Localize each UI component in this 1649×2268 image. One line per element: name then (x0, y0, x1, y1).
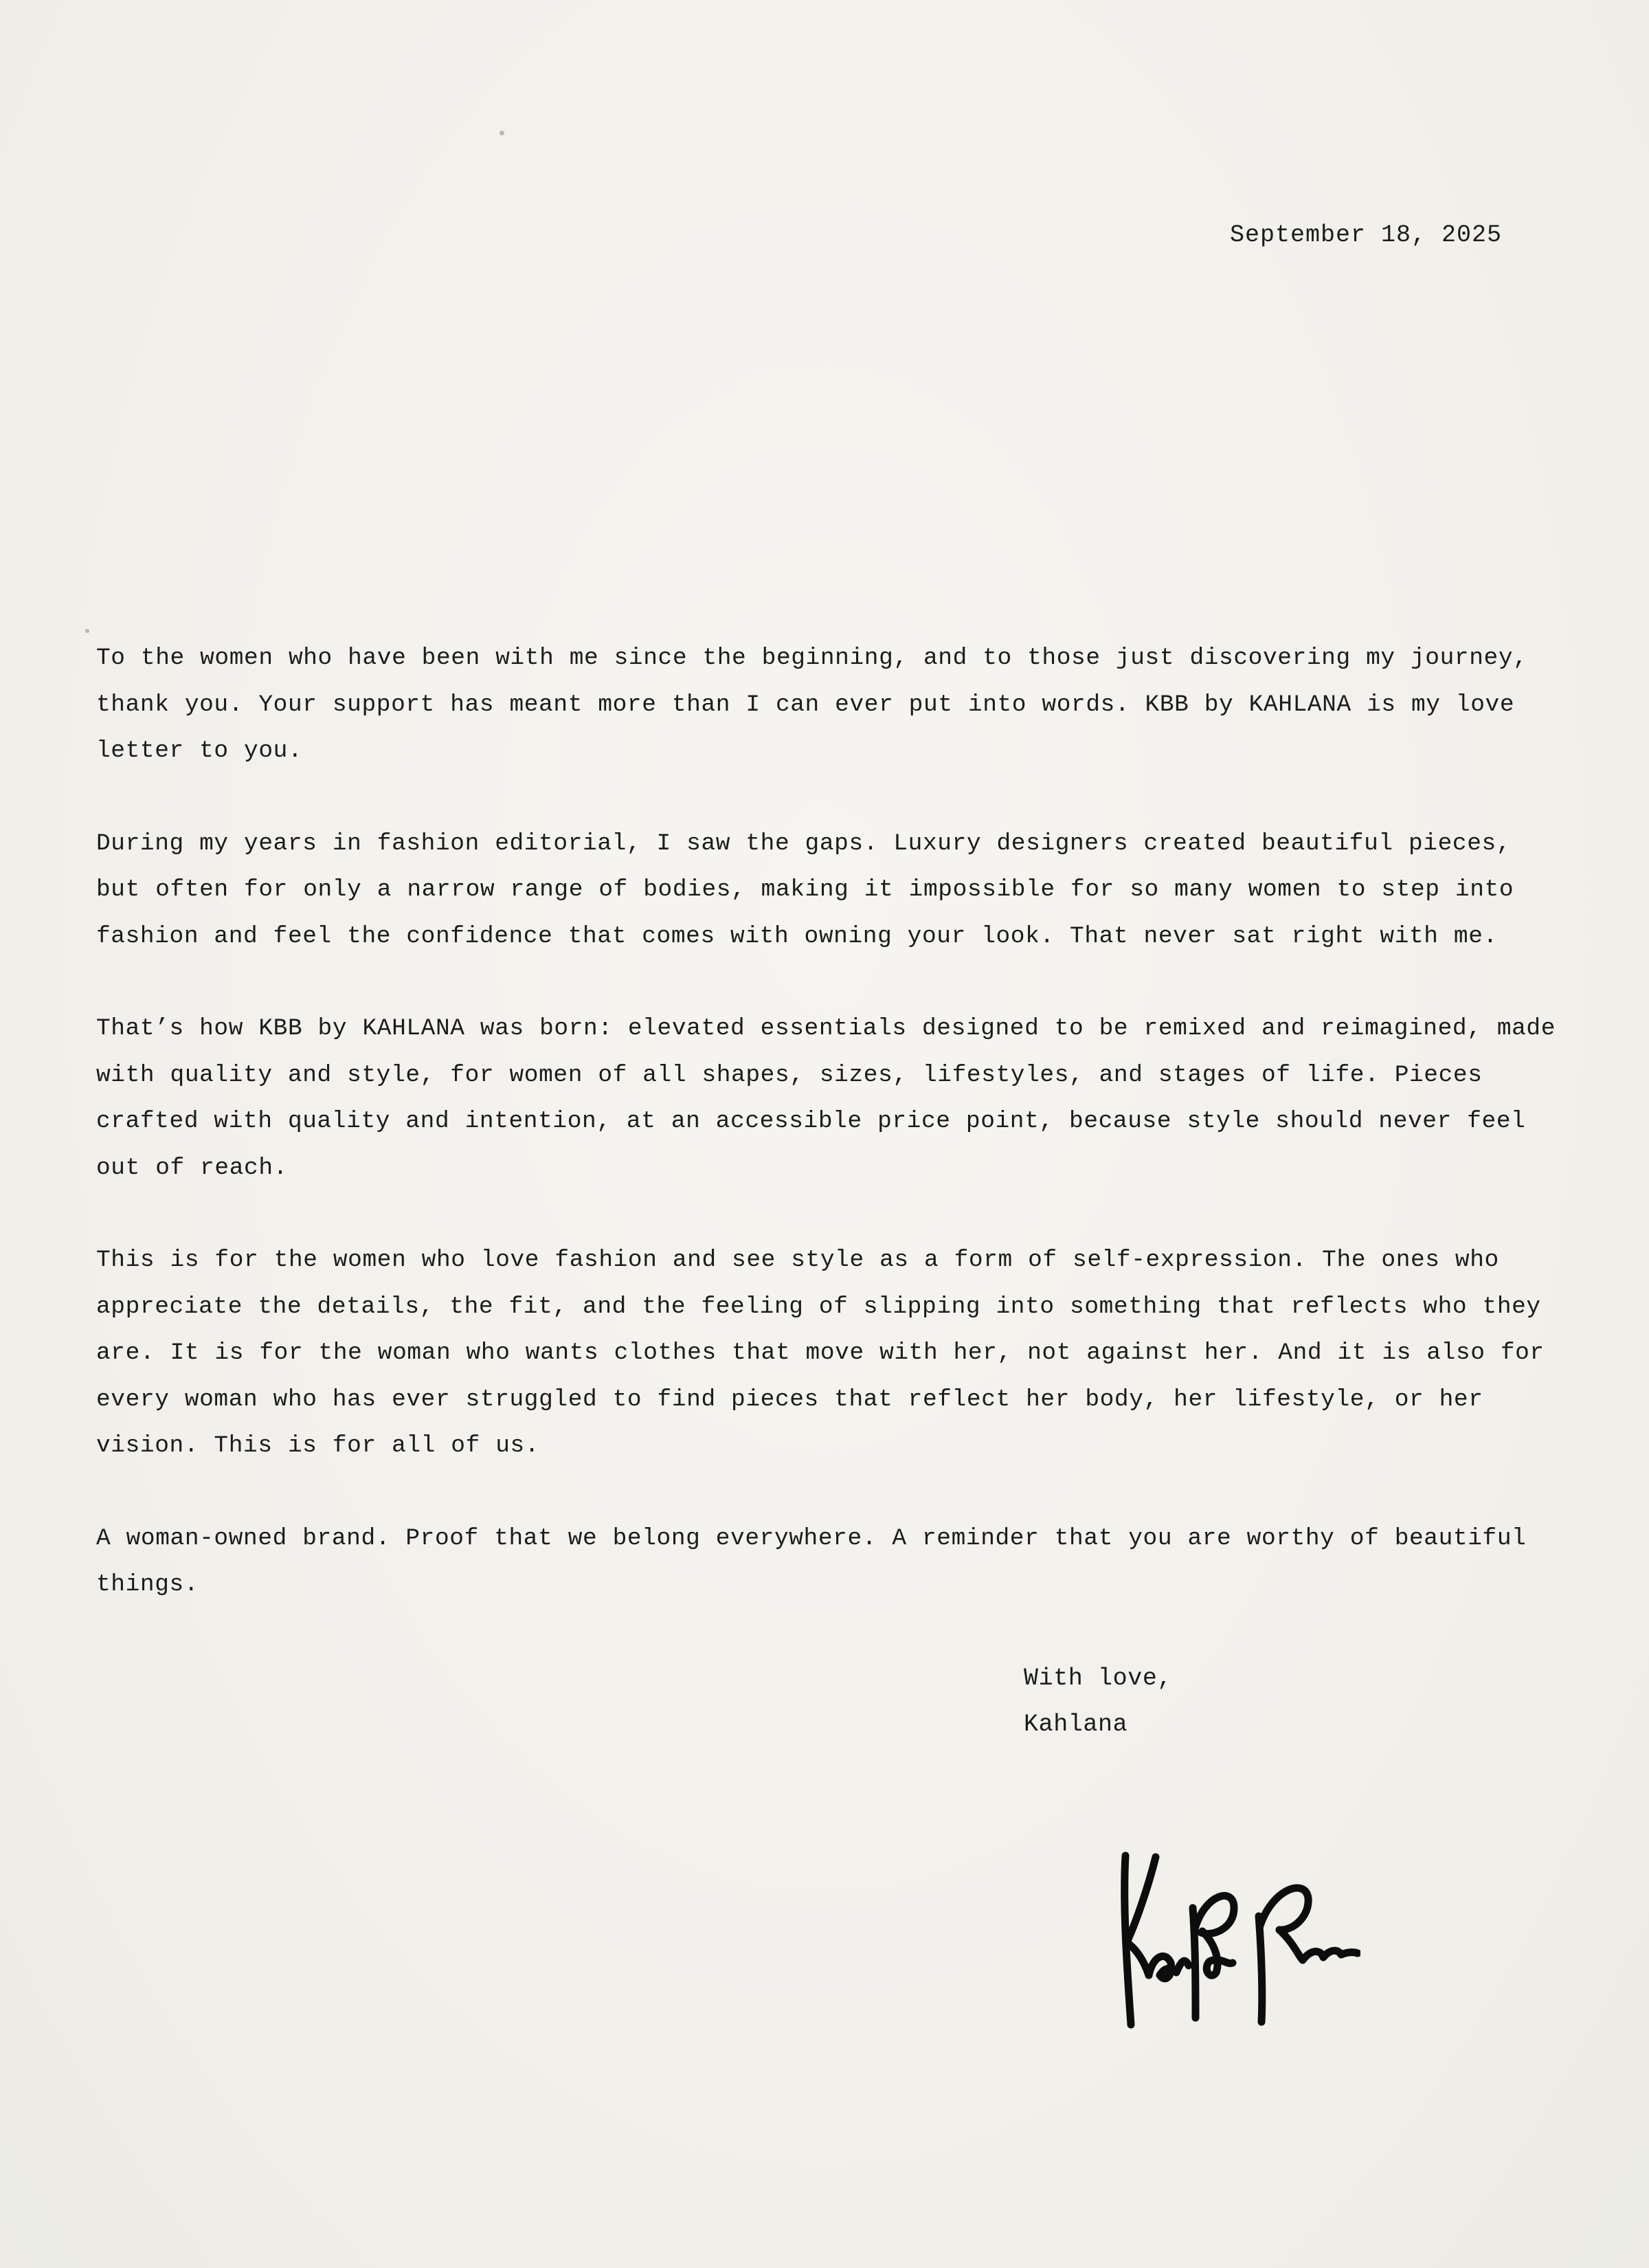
letter-date: September 18, 2025 (1230, 221, 1503, 249)
signature-icon (1099, 1828, 1360, 2034)
letter-closing (1024, 1656, 1436, 1748)
paper-speck (85, 629, 89, 633)
letter-paragraph: A woman-owned brand. Proof that we belong everywhere. A reminder that you are worthy of beautiful things. (96, 1524, 1527, 1598)
letter-paragraph: To the women who have been with me since the beginning, and to those just discovering my journey, thank you. Your support has meant more than I can ever put into words. KBB by KAHLANA is my love letter to you. (96, 645, 1528, 764)
letter-paragraph: During my years in fashion editorial, I saw the gaps. Luxury designers created beautiful pieces, but often for only a narrow range of bodies, making it impossible for so many women to step into fashion and feel the confidence that comes with owning your look. That never sat right with me. (96, 830, 1514, 950)
paper-speck (500, 131, 504, 135)
letter-paragraph: This is for the women who love fashion and see style as a form of self-expression. The ones who appreciate the details, the fit, and the feeling of slipping into something that reflects who they are. It is for the woman who wants clothes that move with her, not against her. And it is also for every woman who has ever struggled to find pieces that reflect her body, her lifestyle, or her vision. This is for all of us. (96, 1247, 1545, 1459)
closing-salutation: With love, (1024, 1665, 1173, 1692)
letter-paragraph: That’s how KBB by KAHLANA was born: elevated essentials designed to be remixed and reimagined, made with quality and style, for women of all shapes, sizes, lifestyles, and stages of life. Pieces crafted with quality and intention, at an accessible price point, because style should never feel out of reach. (96, 1015, 1556, 1181)
signer-name: Kahlana (1024, 1711, 1128, 1738)
letter-body (96, 635, 1560, 1654)
